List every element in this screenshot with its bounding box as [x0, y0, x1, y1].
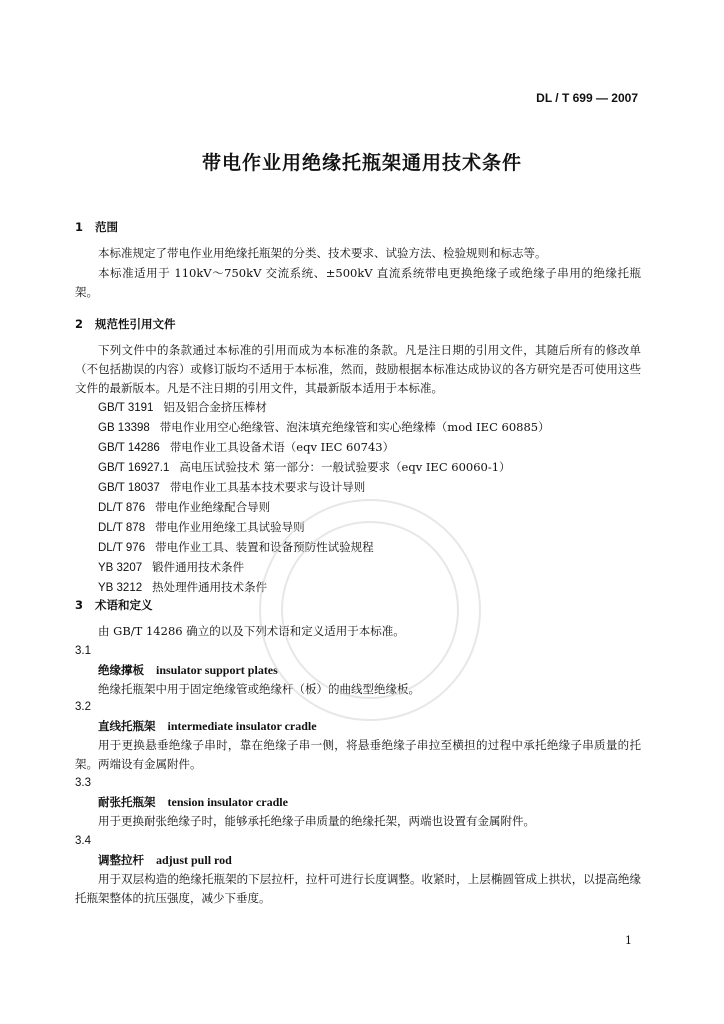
term-number: 3.4 [75, 835, 91, 847]
term-en: adjust pull rod [156, 853, 232, 867]
reference-code: GB/T 3191 [98, 402, 154, 414]
reference-title: 带电作业用绝缘工具试验导则 [155, 520, 305, 534]
section-title: 范围 [95, 220, 118, 234]
reference-item [75, 518, 641, 538]
reference-code: DL/T 876 [98, 502, 146, 514]
section-3 [75, 596, 641, 615]
term-number: 3.1 [75, 645, 91, 657]
paragraph: 本标准规定了带电作业用绝缘托瓶架的分类、技术要求、试验方法、检验规则和标志等。 [98, 246, 547, 260]
reference-code: DL/T 976 [98, 542, 146, 554]
reference-list [75, 398, 641, 598]
term-heading [75, 793, 664, 812]
reference-code: GB/T 16927.1 [98, 462, 170, 474]
reference-item [75, 498, 641, 518]
section-heading [75, 315, 641, 334]
term-definition: 用于双层构造的绝缘托瓶架的下层拉杆，拉杆可进行长度调整。收紧时，上层椭圆管成上拱状，以提高绝缘托瓶架整体的抗压强度，减少下垂度。 [75, 872, 641, 905]
term-number: 3.3 [75, 777, 91, 789]
section-number: 3 [75, 598, 84, 612]
term-definition: 绝缘托瓶架中用于固定绝缘管或绝缘杆（板）的曲线型绝缘板。 [98, 682, 420, 696]
paragraph: 下列文件中的条款通过本标准的引用而成为本标准的条款。凡是注日期的引用文件，其随后所有的修改单（不包括勘误的内容）或修订版均不适用于本标准，然而，鼓励根据本标准达成协议的各方研究是否可使用这些文件的最新版本。凡是不注日期的引用文件，其最新版本适用于本标准。 [75, 343, 641, 395]
reference-title: 高电压试验技术 第一部分：一般试验要求（eqv IEC 60060-1） [179, 460, 511, 474]
section-1 [75, 218, 641, 237]
term-zh: 调整拉杆 [98, 853, 144, 867]
term-heading [75, 717, 664, 736]
term-number: 3.2 [75, 701, 91, 713]
term-definition: 用于更换悬垂绝缘子串时，靠在绝缘子串一侧，将悬垂绝缘子串拉至横担的过程中承托绝缘子串质量的托架。两端设有金属附件。 [75, 738, 641, 771]
paragraph: 由 GB/T 14286 确立的以及下列术语和定义适用于本标准。 [98, 624, 405, 638]
reference-title: 带电作业用空心绝缘管、泡沫填充绝缘管和实心绝缘棒（mod IEC 60885） [159, 420, 550, 434]
reference-code: DL/T 878 [98, 522, 146, 534]
reference-code: YB 3212 [98, 582, 143, 594]
term-definition: 用于更换耐张绝缘子时，能够承托绝缘子串质量的绝缘托架，两端也设置有金属附件。 [98, 814, 535, 828]
reference-title: 带电作业工具设备术语（eqv IEC 60743） [169, 440, 395, 454]
reference-item [75, 458, 641, 478]
reference-item [75, 538, 641, 558]
reference-title: 铝及铝合金挤压棒材 [163, 400, 267, 414]
reference-item [75, 558, 641, 578]
reference-item [75, 578, 641, 598]
section-2 [75, 315, 641, 334]
document-title: 带电作业用绝缘托瓶架通用技术条件 [201, 152, 522, 174]
reference-item [75, 478, 641, 498]
reference-title: 热处理件通用技术条件 [152, 580, 268, 594]
term-zh: 绝缘撑板 [98, 663, 144, 677]
reference-item [75, 438, 641, 458]
term-heading [75, 661, 664, 680]
reference-title: 带电作业绝缘配合导则 [155, 500, 271, 514]
term-en: tension insulator cradle [167, 795, 288, 809]
paragraph: 本标准适用于 110kV～750kV 交流系统、±500kV 直流系统带电更换绝缘子或绝缘子串用的绝缘托瓶架。 [75, 266, 641, 299]
reference-item [75, 398, 641, 418]
term-zh: 耐张托瓶架 [98, 795, 156, 809]
section-title: 规范性引用文件 [95, 317, 176, 331]
reference-title: 带电作业工具、装置和设备预防性试验规程 [155, 540, 374, 554]
reference-code: GB/T 14286 [98, 442, 160, 454]
term-en: insulator support plates [156, 663, 278, 677]
reference-code: YB 3207 [98, 562, 143, 574]
reference-code: GB 13398 [98, 422, 150, 434]
reference-title: 锻件通用技术条件 [152, 560, 245, 574]
section-number: 2 [75, 317, 84, 331]
term-zh: 直线托瓶架 [98, 719, 156, 733]
section-heading [75, 596, 641, 615]
reference-item [75, 418, 641, 438]
reference-title: 带电作业工具基本技术要求与设计导则 [169, 480, 366, 494]
section-number: 1 [75, 220, 84, 234]
reference-code: GB/T 18037 [98, 482, 160, 494]
standard-code: DL / T 699 — 2007 [536, 91, 638, 105]
page-number: 1 [625, 934, 632, 947]
term-en: intermediate insulator cradle [167, 719, 317, 733]
term-heading [75, 851, 664, 870]
section-heading [75, 218, 641, 237]
section-title: 术语和定义 [95, 598, 153, 612]
